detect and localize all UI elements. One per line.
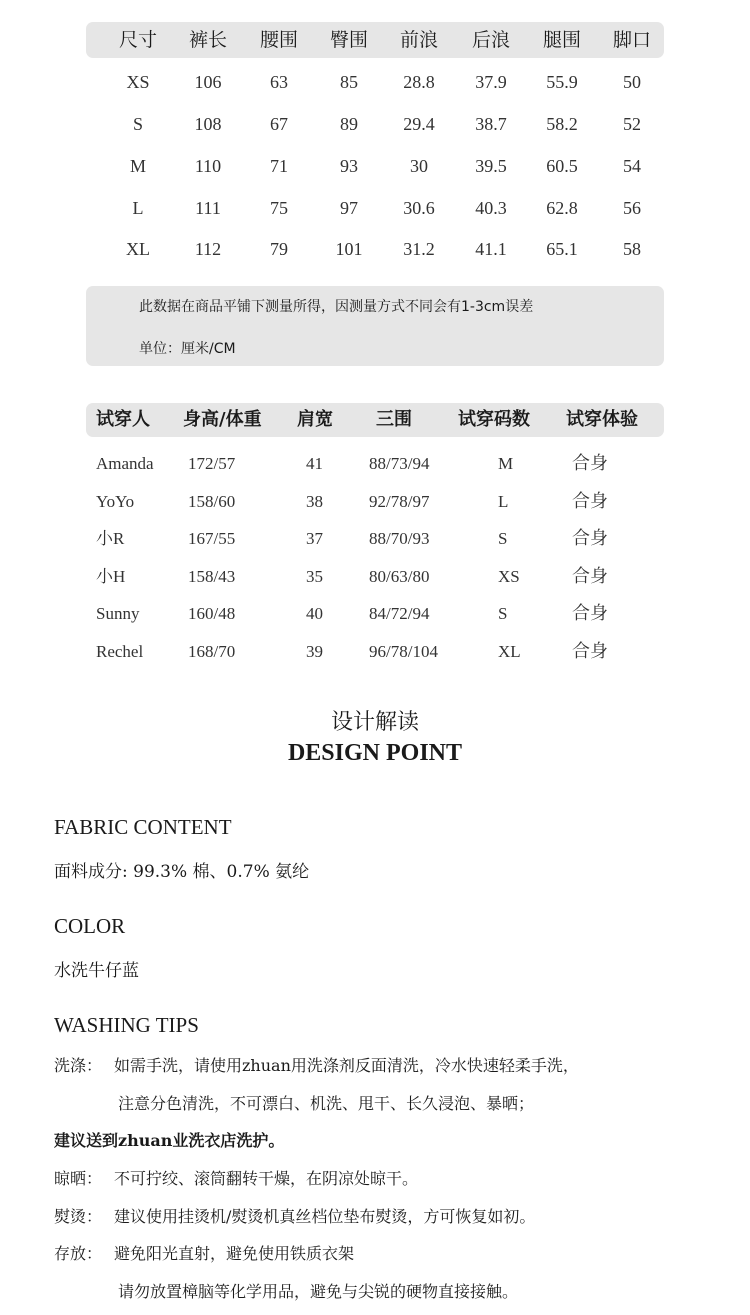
trial-table-cell: XS: [498, 567, 520, 586]
trial-table-cell: 合身: [572, 566, 608, 587]
size-table-cell: 37.9: [475, 72, 507, 92]
trial-table-cell: 160/48: [188, 604, 236, 623]
trial-table-row: [86, 449, 664, 479]
trial-table-cell: 小R: [96, 529, 125, 548]
trial-table-cell: 小H: [96, 567, 126, 586]
size-table-cell: S: [132, 114, 143, 134]
trial-table-header: [86, 403, 664, 437]
size-header-cell: 裤长: [188, 29, 227, 51]
size-header-cell: 脚口: [612, 29, 651, 51]
size-table-cell: 54: [623, 156, 641, 176]
size-table-cell: 111: [195, 198, 221, 218]
trial-table-cell: 合身: [572, 453, 608, 474]
size-table-cell: 52: [623, 114, 641, 134]
trial-table-cell: 167/55: [188, 529, 236, 548]
washing-title: WASHING TIPS: [54, 1013, 199, 1037]
trial-table-cell: YoYo: [96, 492, 135, 511]
unit-note-text: 单位：厘米/CM: [139, 341, 236, 357]
size-table-row: [86, 151, 664, 181]
size-table-cell: XL: [126, 239, 150, 259]
size-table-cell: M: [129, 156, 146, 176]
size-table-cell: 30.6: [403, 198, 435, 218]
size-table-cell: XS: [126, 72, 150, 92]
trial-header-cell: 肩宽: [297, 409, 333, 430]
wash-text: 如需手洗，请使用zhuan用洗涤剂反面清洗，冷水快速轻柔手洗，: [114, 1056, 579, 1075]
trial-table-row: [86, 637, 664, 667]
trial-table-cell: 96/78/104: [369, 642, 438, 661]
trial-table-cell: 合身: [572, 641, 608, 662]
trial-table-row: [86, 562, 664, 592]
size-table-cell: 40.3: [475, 198, 507, 218]
trial-header-cell: 试穿人: [96, 409, 150, 430]
size-table-cell: 71: [270, 156, 288, 176]
trial-table-cell: 88/73/94: [369, 454, 430, 473]
size-table-cell: 31.2: [403, 239, 435, 259]
size-table-cell: 58.2: [546, 114, 578, 134]
store-label: 存放：: [54, 1244, 103, 1263]
trial-table-cell: M: [498, 454, 514, 473]
trial-table-cell: 38: [306, 492, 323, 511]
trial-table-cell: Sunny: [96, 604, 140, 623]
trial-table-cell: L: [498, 492, 509, 511]
design-title-en: DESIGN POINT: [287, 740, 463, 766]
size-table-cell: 60.5: [546, 156, 578, 176]
fabric-text: 面料成分: 99.3% 棉、0.7% 氨纶: [54, 862, 310, 882]
suggest-text: 建议送到zhuan业洗衣店洗护。: [54, 1131, 285, 1150]
size-table-cell: 28.8: [403, 72, 435, 92]
trial-table-cell: 88/70/93: [369, 529, 430, 548]
size-table-cell: 112: [194, 239, 222, 259]
color-text: 水洗牛仔蓝: [54, 961, 139, 981]
trial-table-cell: 84/72/94: [369, 604, 430, 623]
trial-table-cell: 92/78/97: [369, 492, 430, 511]
size-table-cell: 89: [340, 114, 358, 134]
size-table-cell: 50: [623, 72, 641, 92]
trial-table-cell: 37: [306, 529, 323, 548]
size-table-cell: 29.4: [403, 114, 435, 134]
trial-table-cell: 158/60: [188, 492, 236, 511]
trial-table-cell: S: [498, 604, 508, 623]
size-table-cell: 93: [340, 156, 358, 176]
trial-header-cell: 身高/体重: [183, 409, 262, 430]
trial-table-cell: 40: [306, 604, 323, 623]
size-table-cell: 67: [270, 114, 288, 134]
size-table-row: [86, 67, 664, 97]
size-table-cell: 101: [335, 239, 363, 259]
size-table-cell: 62.8: [546, 198, 578, 218]
trial-table-cell: 39: [306, 642, 323, 661]
size-table-cell: 58: [623, 239, 641, 259]
trial-table-cell: 41: [306, 454, 323, 473]
wash-text-continued: 注意分色清洗，不可漂白、机洗、甩干、长久浸泡、暴晒；: [118, 1094, 535, 1113]
size-header-cell: 后浪: [471, 29, 510, 51]
trial-table-cell: XL: [498, 642, 521, 661]
size-table-cell: 106: [194, 72, 222, 92]
size-header-cell: 前浪: [399, 29, 438, 51]
fabric-title: FABRIC CONTENT: [54, 815, 232, 839]
trial-header-cell: 试穿码数: [458, 409, 530, 430]
trial-table-row: [86, 524, 664, 554]
trial-table-cell: 172/57: [188, 454, 236, 473]
size-table-cell: 63: [270, 72, 288, 92]
size-table-cell: L: [132, 198, 144, 218]
size-table-cell: 39.5: [475, 156, 507, 176]
measurement-note-text: 此数据在商品平铺下测量所得，因测量方式不同会有1-3cm误差: [139, 299, 534, 315]
trial-header-cell: 试穿体验: [566, 409, 638, 430]
wash-label: 洗涤：: [54, 1056, 103, 1075]
size-table-row: [86, 109, 664, 139]
trial-table-row: [86, 487, 664, 517]
iron-text: 建议使用挂烫机/熨烫机真丝档位垫布熨烫，方可恢复如初。: [114, 1207, 536, 1226]
store-text-continued: 请勿放置樟脑等化学用品，避免与尖锐的硬物直接接触。: [118, 1282, 519, 1301]
trial-table-cell: 80/63/80: [369, 567, 430, 586]
trial-table-cell: 35: [306, 567, 323, 586]
trial-table-row: [86, 599, 664, 629]
size-table-cell: 110: [194, 156, 222, 176]
size-table-cell: 30: [410, 156, 428, 176]
size-table-row: [86, 234, 664, 264]
measurement-note: [86, 286, 664, 366]
dry-label: 晾晒：: [54, 1169, 103, 1188]
size-table-cell: 65.1: [546, 239, 578, 259]
size-table-cell: 75: [270, 198, 288, 218]
size-table-cell: 79: [270, 239, 288, 259]
size-table-cell: 108: [194, 114, 222, 134]
trial-table-cell: Rechel: [96, 642, 144, 661]
design-title-cn: 设计解读: [330, 710, 419, 735]
trial-table-cell: S: [498, 529, 508, 548]
trial-table-cell: 合身: [572, 528, 608, 549]
size-header-cell: 臀围: [329, 29, 368, 51]
trial-table-cell: 合身: [572, 491, 608, 512]
size-header-cell: 尺寸: [118, 29, 157, 51]
store-text: 避免阳光直射，避免使用铁质衣架: [114, 1244, 355, 1263]
trial-table-cell: 158/43: [188, 567, 236, 586]
size-table-cell: 56: [623, 198, 641, 218]
iron-label: 熨烫：: [54, 1207, 103, 1226]
size-table-row: [86, 193, 664, 223]
size-table-cell: 38.7: [475, 114, 507, 134]
trial-table-cell: 合身: [572, 603, 608, 624]
size-table-cell: 41.1: [475, 239, 507, 259]
color-title: COLOR: [54, 914, 126, 938]
size-table-header: [86, 22, 664, 58]
trial-table-cell: Amanda: [96, 454, 154, 473]
size-table-cell: 85: [340, 72, 358, 92]
trial-header-cell: 三围: [376, 409, 412, 430]
dry-text: 不可拧绞、滚筒翻转干燥，在阴凉处晾干。: [114, 1169, 419, 1188]
size-table-cell: 55.9: [546, 72, 578, 92]
trial-table-cell: 168/70: [188, 642, 236, 661]
size-header-cell: 腿围: [542, 29, 581, 51]
size-header-cell: 腰围: [259, 29, 298, 51]
size-table-cell: 97: [340, 198, 358, 218]
